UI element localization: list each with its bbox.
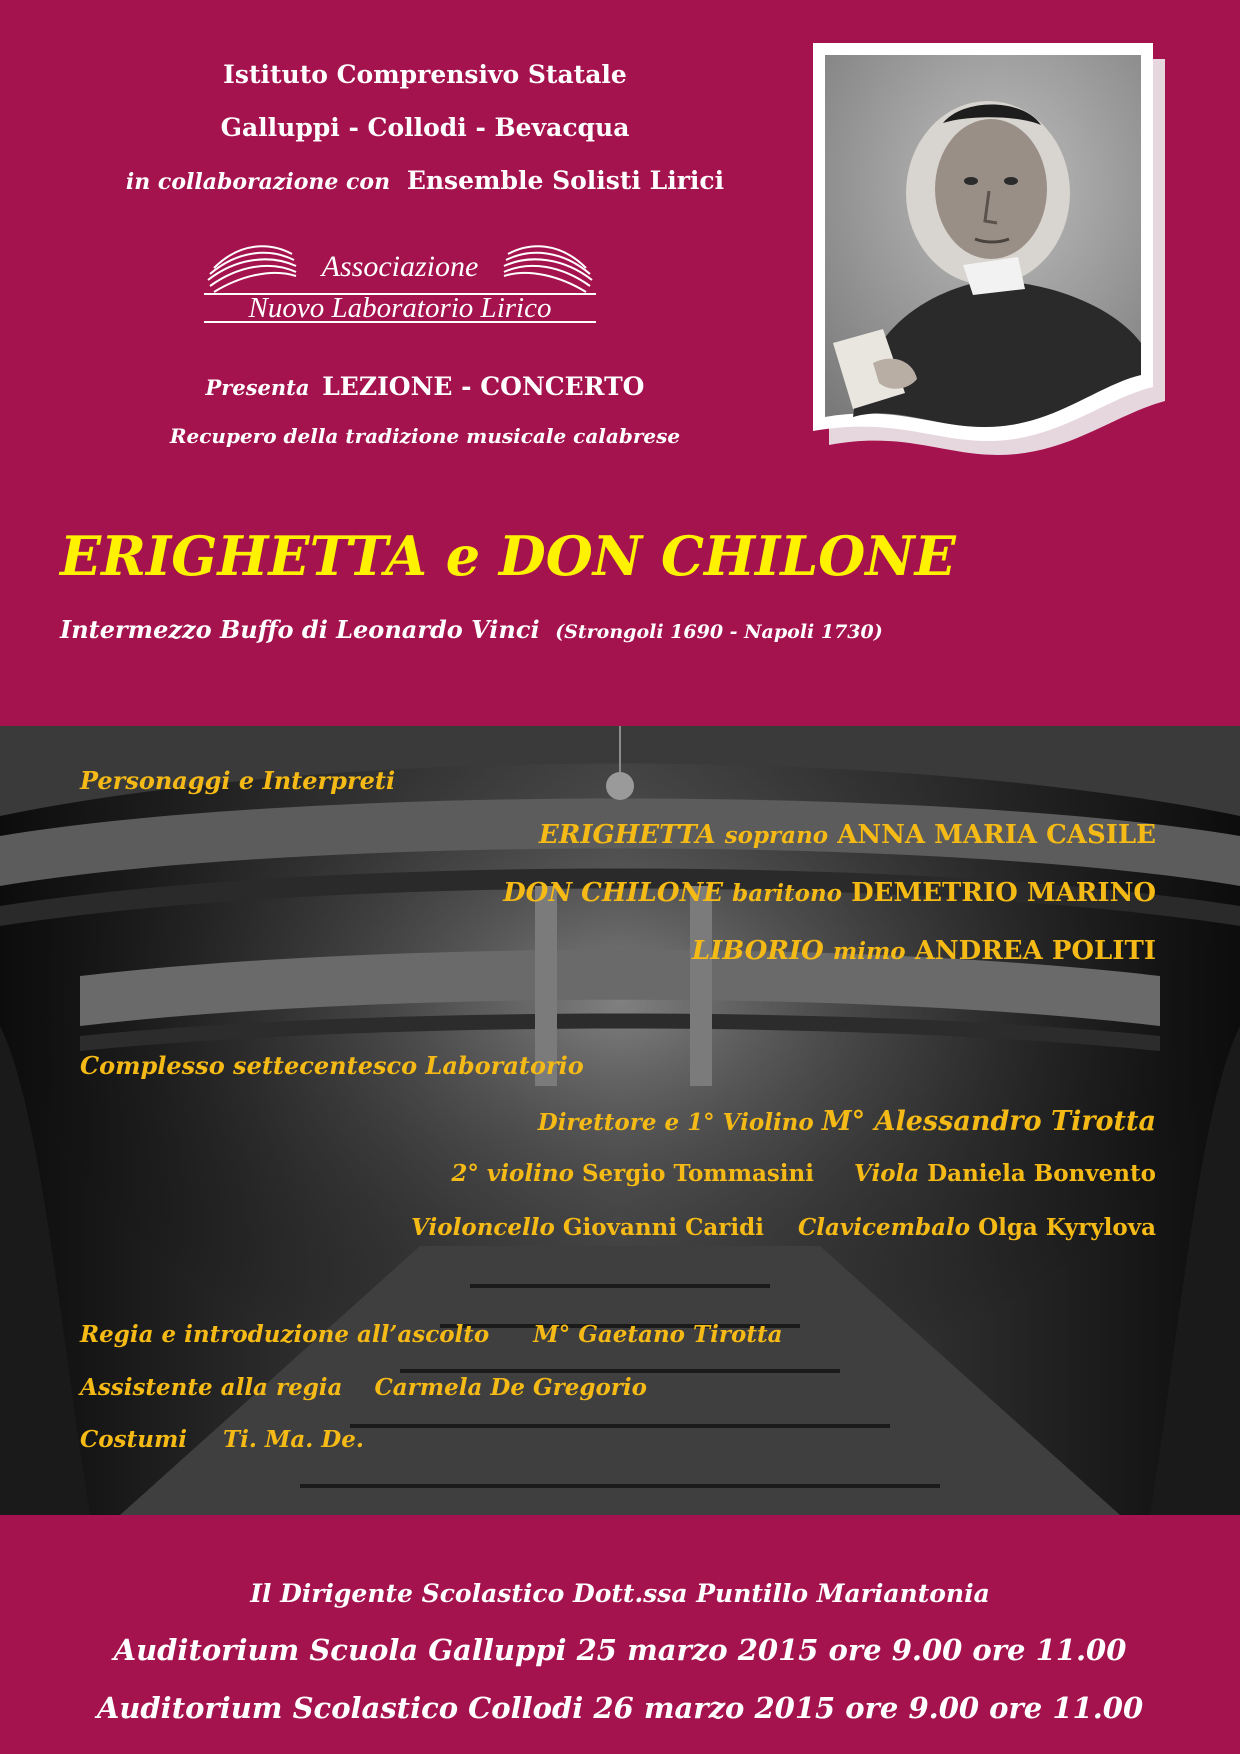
- event-line-2: Auditorium Scolastico Collodi 26 marzo 2015 ore 9.00 ore 11.00: [96, 1691, 1144, 1725]
- tagline: Recupero della tradizione musicale calabrese: [169, 424, 681, 448]
- cast-name-2: DEMETRIO MARINO: [851, 878, 1156, 908]
- presents-line: [70, 372, 780, 401]
- costumes-name: Ti. Ma. De.: [223, 1426, 364, 1453]
- viola-role: Viola: [854, 1160, 920, 1187]
- logo-line-2: Nuovo Laboratorio Lirico: [248, 292, 552, 324]
- cello-name: Giovanni Caridi: [562, 1214, 764, 1241]
- cast-name-1: ANNA MARIA CASILE: [837, 820, 1156, 850]
- direction-name: M° Gaetano Tirotta: [533, 1321, 783, 1348]
- viola-name: Daniela Bonvento: [927, 1160, 1156, 1187]
- director-role: Direttore e 1° Violino: [537, 1109, 814, 1136]
- presents-title: LEZIONE - CONCERTO: [322, 372, 645, 401]
- assistant-row: [80, 1374, 647, 1401]
- strings-row-1: [451, 1160, 1156, 1187]
- event-line-1: Auditorium Scuola Galluppi 25 marzo 2015 ore 9.00 ore 11.00: [113, 1633, 1127, 1667]
- cello-role: Violoncello: [411, 1214, 555, 1241]
- footer-section: [0, 1515, 1240, 1754]
- theatre-section: [0, 726, 1240, 1515]
- cast-role-3: LIBORIO: [691, 936, 824, 966]
- header-section: [0, 0, 1240, 726]
- composer-dates: (Strongoli 1690 - Napoli 1730): [555, 621, 883, 643]
- association-logo: [200, 236, 600, 326]
- direction-row: [80, 1321, 782, 1348]
- direction-role: Regia e introduzione all’ascolto: [80, 1321, 490, 1348]
- costumes-role: Costumi: [80, 1426, 188, 1453]
- harpsichord-role: Clavicembalo: [797, 1214, 971, 1241]
- cast-voice-1: soprano: [724, 822, 829, 849]
- main-title: ERIGHETTA e DON CHILONE: [60, 524, 956, 588]
- cast-heading: Personaggi e Interpreti: [80, 766, 396, 795]
- assistant-role: Assistente alla regia: [80, 1374, 343, 1401]
- subtitle-line: [60, 615, 883, 644]
- ensemble-heading: Complesso settecentesco Laboratorio: [80, 1051, 584, 1080]
- subtitle: Intermezzo Buffo di Leonardo Vinci: [60, 615, 540, 644]
- cast-row-2: [503, 878, 1156, 908]
- director-name: M° Alessandro Tirotta: [821, 1106, 1156, 1137]
- collaboration-name: Ensemble Solisti Lirici: [406, 166, 725, 195]
- principal-line: Il Dirigente Scolastico Dott.ssa Puntillo Mariantonia: [250, 1579, 990, 1608]
- composer-portrait: [813, 43, 1173, 483]
- cast-role-1: ERIGHETTA: [538, 820, 716, 850]
- logo-line-1: Associazione: [321, 250, 479, 283]
- institute-line-1: Istituto Comprensivo Statale: [223, 60, 627, 89]
- violin2-role: 2° violino: [451, 1160, 574, 1187]
- harpsichord-name: Olga Kyrylova: [978, 1214, 1156, 1241]
- assistant-name: Carmela De Gregorio: [374, 1374, 647, 1401]
- collaboration-prefix: in collaborazione con: [125, 169, 391, 195]
- cast-role-2: DON CHILONE: [503, 878, 724, 908]
- institute-line-2: Galluppi - Collodi - Bevacqua: [220, 113, 630, 142]
- costumes-row: [80, 1426, 364, 1453]
- cast-row-3: [692, 936, 1156, 966]
- strings-row-2: [411, 1214, 1156, 1241]
- cast-voice-2: baritono: [732, 880, 843, 907]
- director-row: [538, 1106, 1156, 1137]
- cast-name-3: ANDREA POLITI: [914, 936, 1156, 966]
- collaboration-line: [70, 166, 780, 195]
- violin2-name: Sergio Tommasini: [581, 1160, 815, 1187]
- presents-prefix: Presenta: [205, 375, 310, 400]
- cast-voice-3: mimo: [832, 938, 906, 965]
- cast-row-1: [539, 820, 1156, 850]
